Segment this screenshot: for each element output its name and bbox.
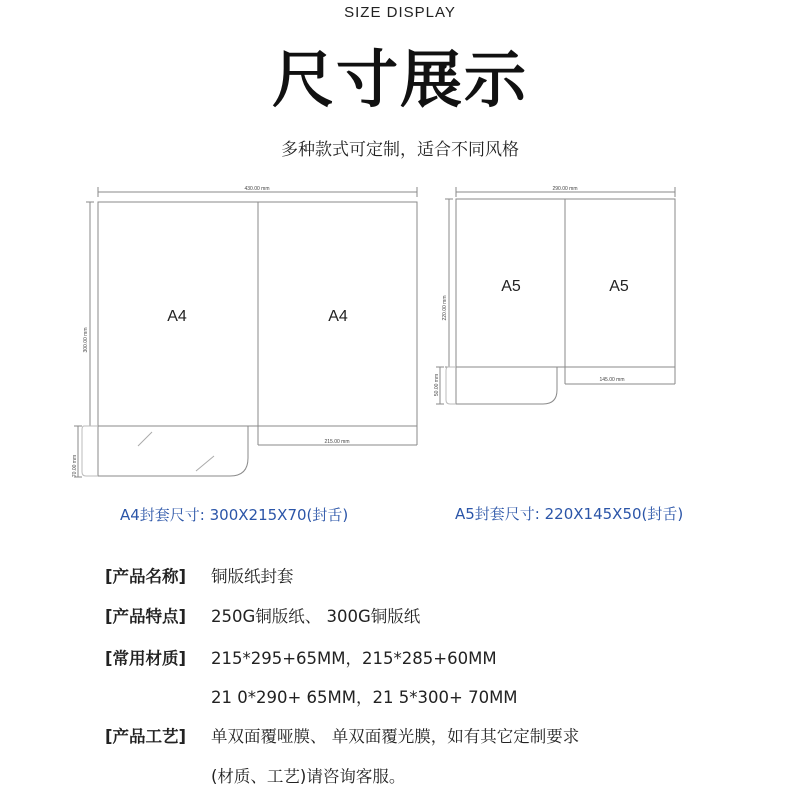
spec-material-continuation: 21 0*290+ 65MM，21 5*300+ 70MM — [211, 688, 518, 707]
spec-value: 铜版纸封套 — [211, 567, 294, 586]
spec-process-continuation: (材质、工艺)请咨询客服。 — [211, 767, 406, 786]
spec-row-process — [105, 723, 579, 747]
a4-width-label: 430.00 mm — [244, 186, 270, 192]
spec-row-product-name — [105, 563, 294, 587]
a4-flap — [98, 426, 248, 476]
spec-key: [产品名称] — [105, 567, 187, 586]
a5-height-label: 220.00 mm — [442, 295, 448, 321]
spec-key: [产品特点] — [105, 607, 187, 626]
a4-left-panel-label: A4 — [167, 308, 187, 325]
page-title: 尺寸展示 — [271, 43, 528, 116]
page-subtitle: 多种款式可定制，适合不同风格 — [281, 140, 519, 160]
spec-key: [产品工艺] — [105, 727, 187, 746]
a4-size-caption: A4封套尺寸: 300X215X70(封舌) — [120, 506, 349, 524]
a5-size-caption: A5封套尺寸: 220X145X50(封舌) — [455, 505, 684, 523]
a4-right-panel-label: A4 — [328, 308, 348, 325]
spec-key: [常用材质] — [105, 649, 187, 668]
a5-left-panel-label: A5 — [501, 278, 521, 295]
a5-width-label: 290.00 mm — [552, 186, 578, 192]
a4-panel-width-label: 215.00 mm — [324, 439, 350, 445]
a5-flap-label: 50.00 mm — [434, 373, 440, 397]
a4-height-label: 300.00 mm — [83, 327, 89, 353]
a4-flap-label: 70.00 mm — [72, 454, 78, 478]
spec-value: 单双面覆哑膜、 单双面覆光膜，如有其它定制要求 — [211, 727, 580, 746]
a5-flap — [456, 367, 557, 404]
a5-right-panel-label: A5 — [609, 278, 629, 295]
section-eyebrow: SIZE DISPLAY — [344, 4, 456, 21]
spec-value: 250G铜版纸、 300G铜版纸 — [211, 607, 421, 626]
a5-panel-width-label: 145.00 mm — [599, 377, 625, 383]
a4-folder-diagram — [74, 187, 417, 477]
spec-row-features — [105, 603, 420, 627]
spec-row-material — [105, 645, 497, 669]
a5-folder-diagram — [436, 187, 675, 404]
spec-value: 215*295+65MM，215*285+60MM — [211, 649, 497, 668]
